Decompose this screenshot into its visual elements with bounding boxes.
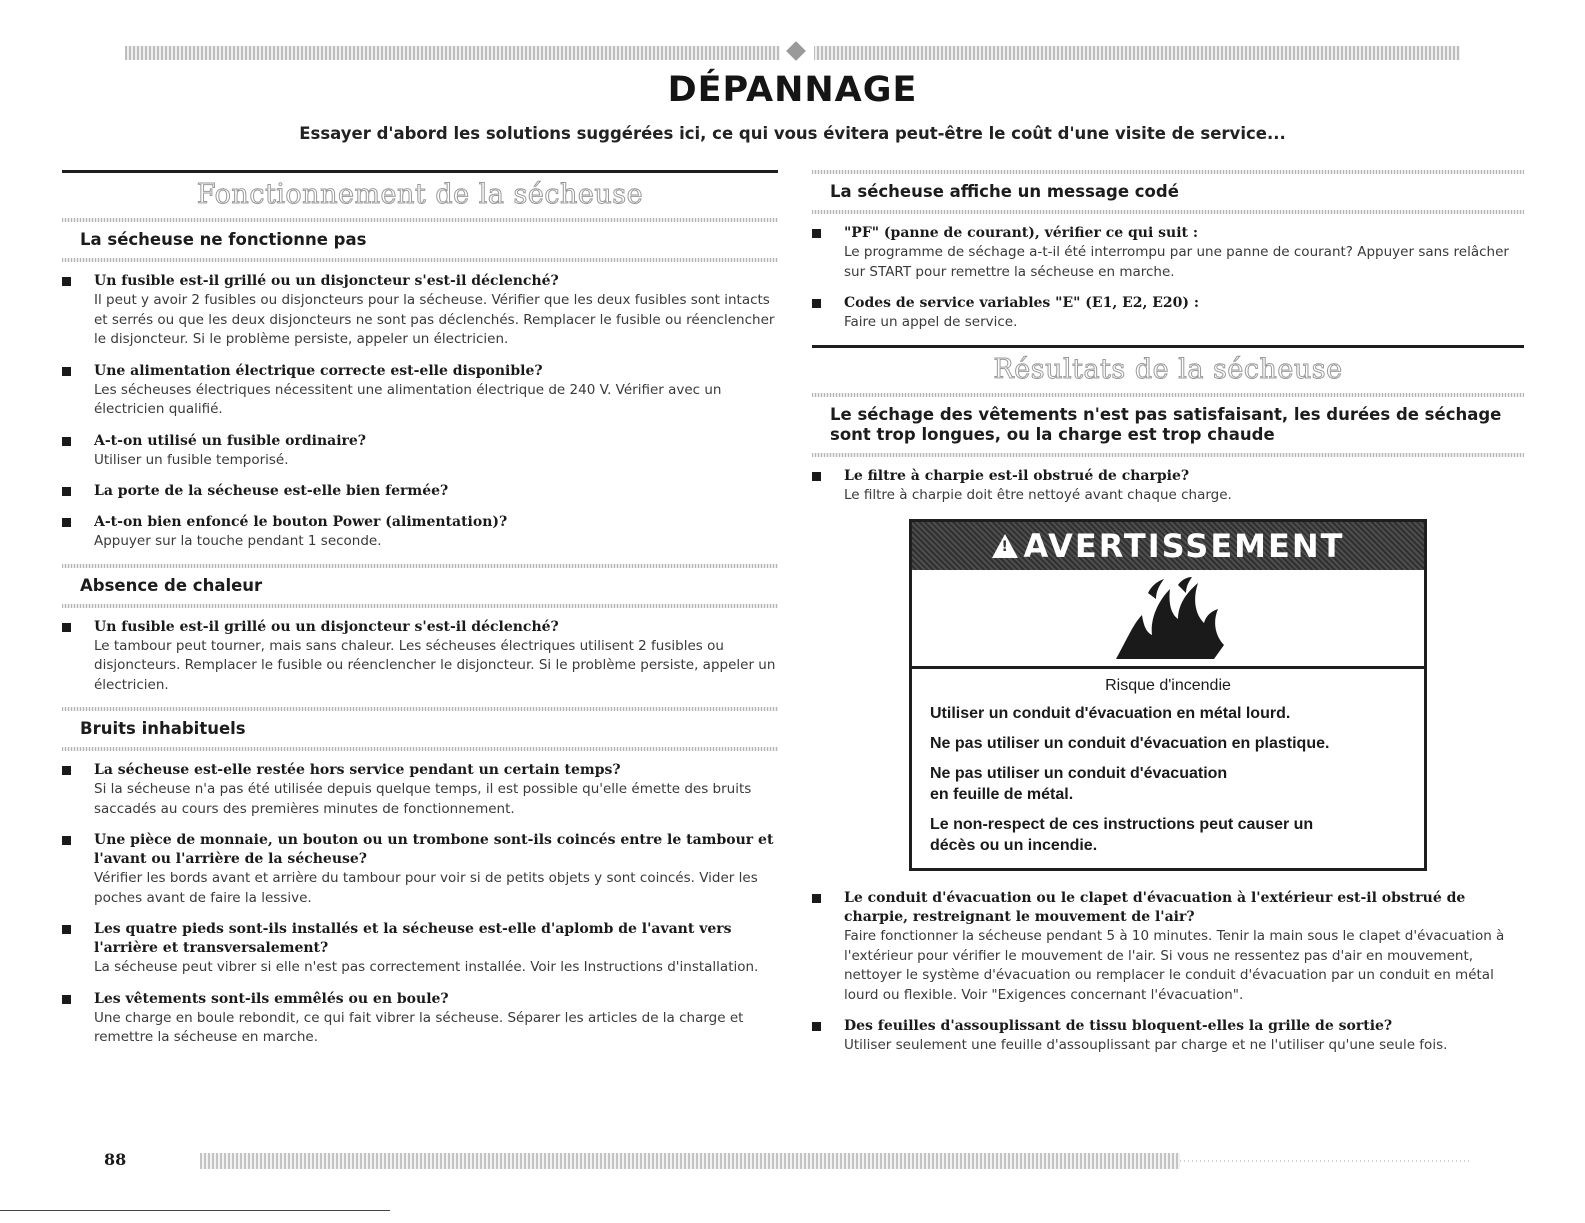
list-item [62, 432, 778, 471]
item-answer: La sécheuse peut vibrer si elle n'est pas correctement installée. Voir les Instructions d'installation. [94, 959, 759, 975]
warning-triangle-icon: ! [992, 534, 1018, 558]
item-answer: Vérifier les bords avant et arrière du tambour pour voir si de petits objets y sont coincés. Vider les poches avant de faire la lessive. [94, 870, 758, 906]
list-item [62, 513, 778, 552]
bullet-icon [62, 925, 71, 934]
page-subtitle: Essayer d'abord les solutions suggérées ici, ce qui vous évitera peut-être le coût d'une visite de service... [299, 124, 1286, 143]
warning-header [912, 522, 1424, 570]
item-question: La sécheuse est-elle restée hors service pendant un certain temps? [94, 762, 621, 778]
warning-title: AVERTISSEMENT [1023, 527, 1345, 565]
warning-risk: Risque d'incendie [1105, 677, 1231, 694]
warning-line: Ne pas utiliser un conduit d'évacuation en feuille de métal. [930, 765, 1228, 803]
bullet-icon [812, 1022, 821, 1031]
item-question: Un fusible est-il grillé ou un disjoncteur s'est-il déclenché? [94, 273, 559, 289]
fire-hazard-icon [912, 570, 1424, 669]
bullet-icon [62, 623, 71, 632]
bullet-icon [812, 472, 821, 481]
bullet-icon [62, 518, 71, 527]
bullet-icon [62, 487, 71, 496]
item-answer: Appuyer sur la touche pendant 1 seconde. [94, 533, 382, 549]
item-question: Codes de service variables "E" (E1, E2, E20) : [844, 295, 1200, 311]
item-answer: Le filtre à charpie doit être nettoyé avant chaque charge. [844, 486, 1232, 503]
footer-dotted-rule [1180, 1160, 1470, 1162]
subhead-bruits-inhabituels: Bruits inhabituels [80, 719, 246, 738]
warning-line: Le non-respect de ces instructions peut causer un décès ou un incendie. [930, 816, 1314, 854]
item-question: Un fusible est-il grillé ou un disjoncteur s'est-il déclenché? [94, 618, 559, 635]
subhead-absence-chaleur: Absence de chaleur [80, 575, 263, 595]
list-item [62, 272, 778, 350]
bullet-icon [812, 299, 821, 308]
subhead-message-code: La sécheuse affiche un message codé [830, 182, 1179, 201]
item-question: Une pièce de monnaie, un bouton ou un trombone sont-ils coincés entre le tambour et l'avant ou l'arrière de la sécheuse? [94, 832, 774, 867]
list-item [62, 362, 778, 420]
bullet-icon [62, 437, 71, 446]
list-item [62, 482, 778, 501]
divider [62, 258, 778, 262]
right-column [812, 170, 1524, 1068]
item-answer: Les sécheuses électriques nécessitent une alimentation électrique de 240 V. Vérifier avec un électricien qualifié. [94, 381, 722, 417]
list-item [812, 467, 1524, 506]
bullet-icon [62, 836, 71, 845]
item-question: Les quatre pieds sont-ils installés et la sécheuse est-elle d'aplomb de l'avant vers l'arrière et transversalement? [94, 921, 732, 956]
section-title-fonctionnement: Fonctionnement de la sécheuse [196, 179, 644, 210]
list-item [62, 831, 778, 908]
item-answer: Faire fonctionner la sécheuse pendant 5 à 10 minutes. Tenir la main sous le clapet d'évacuation à l'extérieur pour vérifier le mouvement de l'air. Si vous ne ressentez pas d'air en mouvement, nettoyer le système d'évacuation ou remplacer le conduit d'évacuation par un conduit en métal lourd ou flexible. Voir "Exigences concernant l'évacuation". [844, 928, 1505, 1003]
item-answer: Utiliser seulement une feuille d'assouplissant par charge et ne l'utiliser qu'une seule fois. [844, 1037, 1448, 1053]
list-item [62, 618, 778, 696]
bottom-rule [0, 1210, 390, 1211]
item-question: A-t-on utilisé un fusible ordinaire? [94, 432, 367, 449]
item-answer: Il peut y avoir 2 fusibles ou disjoncteurs pour la sécheuse. Vérifier que les deux fusibles sont intacts et serrés ou que les deux disjoncteurs ne sont pas déclenchés. Remplacer le fusible ou réenclencher le disjoncteur. Si le problème persiste, appeler un électricien. [94, 292, 775, 347]
warning-line: Ne pas utiliser un conduit d'évacuation en plastique. [930, 735, 1330, 752]
item-answer: Le programme de séchage a-t-il été interrompu par une panne de courant? Appuyer sans relâcher sur START pour remettre la sécheuse en marche. [844, 244, 1509, 280]
list-item [812, 294, 1524, 333]
item-question: "PF" (panne de courant), vérifier ce qui suit : [844, 225, 1199, 241]
subhead-sechage: Le séchage des vêtements n'est pas satisfaisant, les durées de séchage sont trop longues, ou la charge est trop chaude [830, 404, 1502, 444]
item-question: Le filtre à charpie est-il obstrué de charpie? [844, 467, 1190, 484]
warning-body [912, 669, 1424, 868]
bullet-icon [812, 229, 821, 238]
item-answer: Faire un appel de service. [844, 314, 1018, 330]
divider [812, 210, 1524, 214]
item-question: Des feuilles d'assouplissant de tissu bloquent-elles la grille de sortie? [844, 1018, 1393, 1034]
section-title-resultats: Résultats de la sécheuse [993, 353, 1343, 385]
page-title: DÉPANNAGE [667, 70, 918, 110]
list-item [812, 224, 1524, 282]
list-item [812, 1017, 1524, 1056]
list-item [812, 889, 1524, 1005]
top-decorative-band [125, 46, 1460, 60]
item-question: Le conduit d'évacuation ou le clapet d'évacuation à l'extérieur est-il obstrué de charpie, restreignant le mouvement de l'air? [844, 890, 1466, 925]
item-question: A-t-on bien enfoncé le bouton Power (alimentation)? [94, 514, 508, 530]
bullet-icon [62, 995, 71, 1004]
list-item [62, 761, 778, 819]
bullet-icon [812, 894, 821, 903]
list-item [62, 990, 778, 1048]
divider [812, 453, 1524, 457]
bullet-icon [62, 766, 71, 775]
footer-decorative-band [200, 1153, 1180, 1169]
item-question: Une alimentation électrique correcte est-elle disponible? [94, 362, 543, 379]
page-number: 88 [104, 1150, 127, 1169]
list-item [62, 920, 778, 978]
item-answer: Si la sécheuse n'a pas été utilisée depuis quelque temps, il est possible qu'elle émette des bruits saccadés au cours des premières minutes de fonctionnement. [94, 781, 752, 817]
warning-box [909, 519, 1427, 871]
divider [62, 604, 778, 608]
bullet-icon [62, 277, 71, 286]
item-answer: Une charge en boule rebondit, ce qui fait vibrer la sécheuse. Séparer les articles de la charge et remettre la sécheuse en marche. [94, 1009, 744, 1045]
bullet-icon [62, 367, 71, 376]
subhead-ne-fonctionne-pas: La sécheuse ne fonctionne pas [80, 230, 367, 249]
left-column [62, 170, 778, 1060]
warning-line: Utiliser un conduit d'évacuation en métal lourd. [930, 705, 1291, 722]
item-answer: Le tambour peut tourner, mais sans chaleur. Les sécheuses électriques utilisent 2 fusibles ou disjoncteurs. Remplacer le fusible ou réenclencher le disjoncteur. Si le problème persiste, appeler un électricien. [94, 637, 776, 693]
item-answer: Utiliser un fusible temporisé. [94, 451, 289, 468]
divider [62, 747, 778, 751]
item-question: La porte de la sécheuse est-elle bien fermée? [94, 483, 449, 499]
item-question: Les vêtements sont-ils emmêlés ou en boule? [94, 990, 449, 1007]
